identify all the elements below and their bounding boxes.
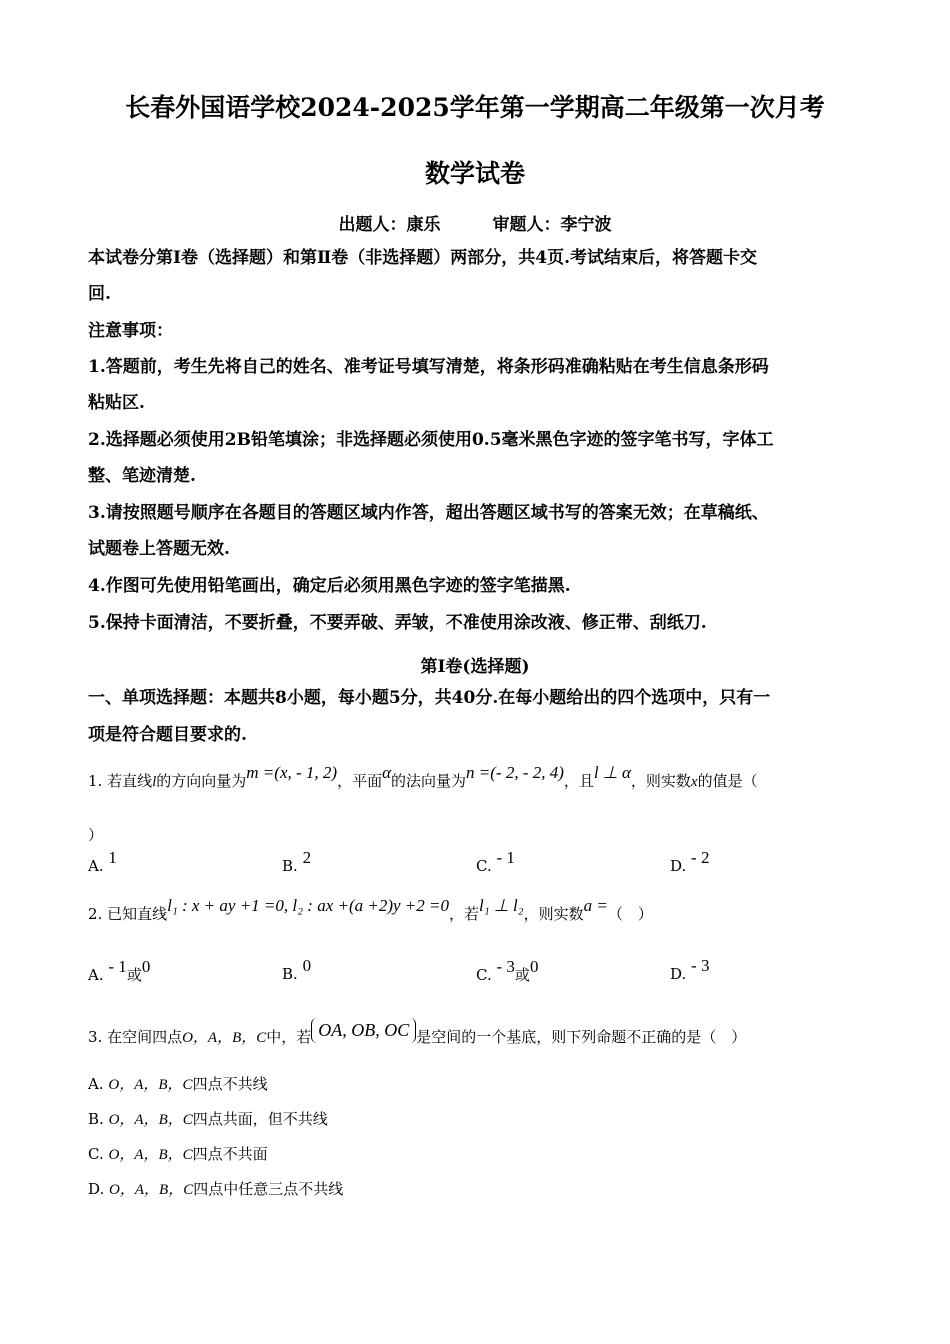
intro-line-2: 回. [88,284,111,304]
q1-option-b[interactable]: B. 2 [282,848,312,875]
question-2: 2. 已知直线l₁ : x + ay +1 =0, l₂ : ax +(a +2)y +2 =0，若l₁ ⊥ l₂，则实数a =（ ） [88,896,653,923]
note-line: 2.选择题必须使用2B铅笔填涂；非选择题必须使用0.5毫米黑色字迹的签字笔书写，字体工 [88,430,774,450]
question-1: 1. 若直线l的方向向量为m =(x, - 1, 2)，平面α的法向量为n =(- 2, - 2, 4)，且l ⊥ α，则实数x的值是（ [88,763,758,790]
section-title: 第Ⅰ卷(选择题) [420,657,530,677]
intro-line-1: 本试卷分第Ⅰ卷（选择题）和第Ⅱ卷（非选择题）两部分，共4页.考试结束后，将答题卡交 [88,248,758,268]
note-line: 4.作图可先使用铅笔画出，确定后必须用黑色字迹的签字笔描黑. [88,576,571,596]
setter-label: 出题人：康乐 [338,215,441,235]
note-line: 5.保持卡面清洁，不要折叠，不要弄破、弄皱，不准使用涂改液、修正带、刮纸刀. [88,613,707,633]
note-line: 整、笔迹清楚. [88,466,196,486]
q2-option-c[interactable]: C. - 3或0 [476,957,539,984]
notice-title: 注意事项： [88,321,173,341]
q1-option-a[interactable]: A. 1 [88,848,117,875]
question-1-close: ） [88,826,104,844]
q3-option-d[interactable]: D. O，A，B，C四点中任意三点不共线 [88,1180,344,1198]
variable-a: a = [583,896,608,915]
question-3: 3. 在空间四点O，A，B，C中，若 OA, OB, OC 是空间的一个基底，则下列命题不正确的是（ ） [88,1020,747,1046]
perp-condition: l ⊥ α [593,763,631,782]
note-line: 3.请按照题号顺序在各题目的答题区域内作答，超出答题区域书写的答案无效；在草稿纸、 [88,503,769,523]
q3-option-b[interactable]: B. O，A，B，C四点共面，但不共线 [88,1110,328,1128]
reviewer-label: 审题人：李宁波 [492,215,612,235]
note-line: 粘贴区. [88,393,145,413]
alpha-symbol: α [382,763,392,782]
authors-line [0,210,950,235]
q3-option-a[interactable]: A. O，A，B，C四点不共线 [88,1075,268,1093]
part-instructions-2: 项是符合题目要求的. [88,725,247,745]
part-instructions-1: 一、单项选择题：本题共8小题，每小题5分，共40分.在每小题给出的四个选项中，只有一 [88,688,771,708]
line-equations: l₁ : x + ay +1 =0, l₂ : ax +(a +2)y +2 =0 [167,896,449,915]
q2-option-b[interactable]: B. 0 [282,956,312,983]
q3-option-c[interactable]: C. O，A，B，C四点不共面 [88,1145,268,1163]
basis-vectors: OA, OB, OC [311,1018,416,1043]
note-line: 1.答题前，考生先将自己的姓名、准考证号填写清楚，将条形码准确粘贴在考生信息条形码 [88,357,769,377]
note-line: 试题卷上答题无效. [88,539,230,559]
q1-option-c[interactable]: C. - 1 [476,848,515,875]
q2-option-d[interactable]: D. - 3 [670,956,710,983]
vector-m: m =(x, - 1, 2) [246,763,338,782]
q1-option-d[interactable]: D. - 2 [670,848,710,875]
exam-title: 长春外国语学校2024-2025学年第一学期高二年级第一次月考 [125,93,825,122]
perp-condition: l₁ ⊥ l₂ [479,896,524,915]
vector-n: n =(- 2, - 2, 4) [466,763,564,782]
exam-subtitle: 数学试卷 [424,159,525,188]
q2-option-a[interactable]: A. - 1或0 [88,957,151,984]
